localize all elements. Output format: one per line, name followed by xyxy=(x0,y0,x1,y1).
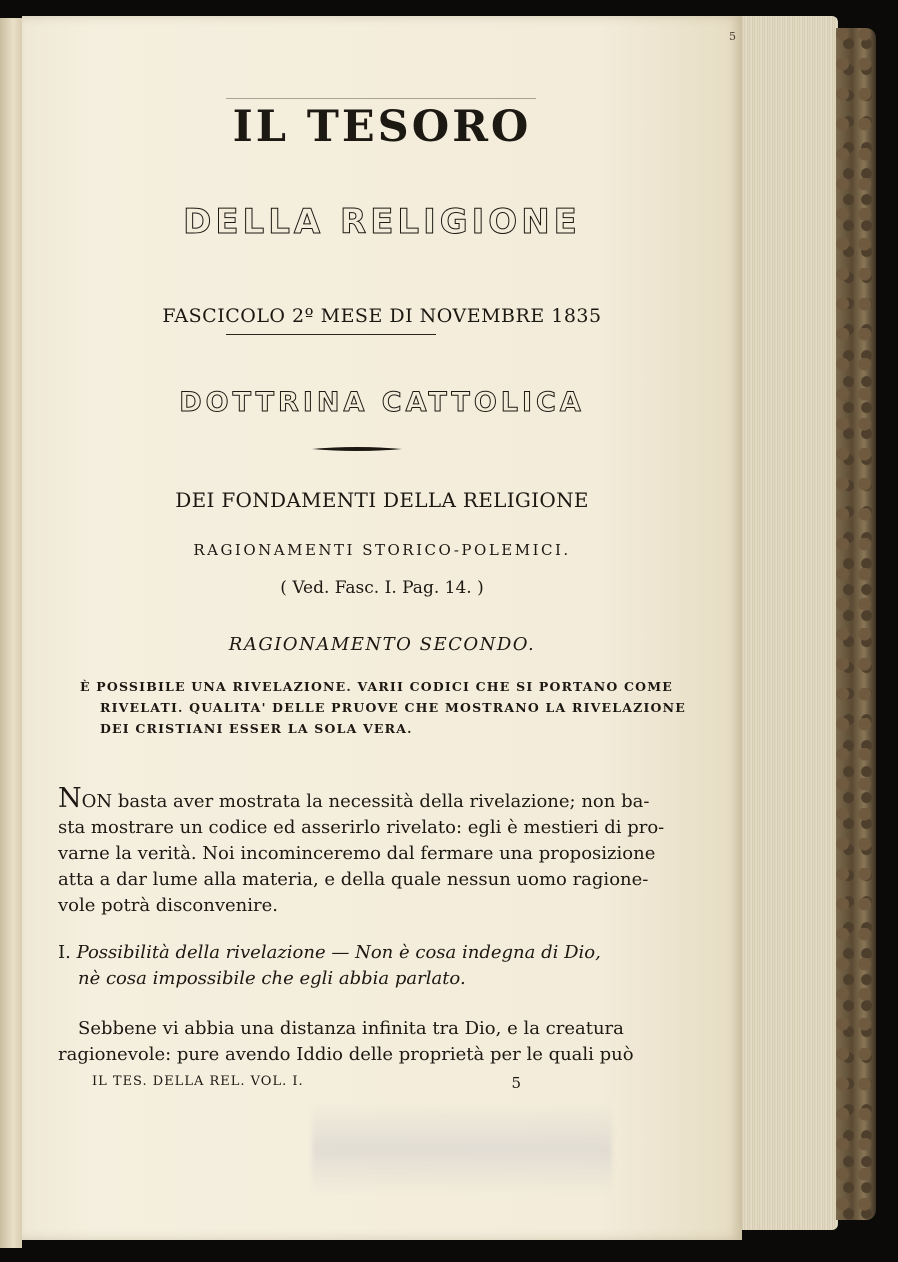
argument-line: È POSSIBILE UNA RIVELAZIONE. VARII CODICI CHE SI PORTANO COME xyxy=(80,679,673,694)
book-page xyxy=(22,16,742,1240)
book-fore-edge xyxy=(738,16,838,1230)
section-number: I. xyxy=(58,942,71,963)
paragraph-1 xyxy=(58,783,665,919)
text-line: Sebbene vi abbia una distanza infinita tra Dio, e la creatura xyxy=(78,1018,624,1039)
fascicolo-line: FASCICOLO 2º MESE DI NOVEMBRE 1835 xyxy=(162,305,602,327)
reference-note: ( Ved. Fasc. I. Pag. 14. ) xyxy=(280,578,484,598)
text-line: ragionevole: pure avendo Iddio delle proprietà per le quali può xyxy=(58,1044,634,1065)
argument-line: RIVELATI. QUALITA' DELLE PRUOVE CHE MOSTRANO LA RIVELAZIONE xyxy=(100,700,686,715)
drop-cap: N xyxy=(58,783,82,814)
divider-rule xyxy=(226,334,436,335)
text-line: nè cosa impossibile che egli abbia parlato. xyxy=(78,968,466,989)
section-heading: DOTTRINA CATTOLICA xyxy=(179,387,585,418)
faded-top-rule xyxy=(226,98,536,99)
ragionamenti-heading: RAGIONAMENTI STORICO-POLEMICI. xyxy=(193,541,571,559)
signature-mark: IL TES. DELLA REL. VOL. I. xyxy=(92,1074,304,1089)
paragraph-2 xyxy=(58,1016,634,1068)
section-1-heading xyxy=(58,940,602,992)
title-line-1: IL TESORO xyxy=(232,102,532,152)
page-footer xyxy=(92,1074,522,1092)
book-cover xyxy=(836,28,876,1220)
ragionamento-heading: RAGIONAMENTO SECONDO. xyxy=(228,634,536,655)
title-line-2: DELLA RELIGIONE xyxy=(183,202,581,242)
corner-page-number: 5 xyxy=(729,30,736,43)
text-line: varne la verità. Noi incominceremo dal fermare una proposizione xyxy=(58,843,656,864)
text-line: ON basta aver mostrata la necessità della rivelazione; non ba- xyxy=(81,791,650,812)
ornament-rule xyxy=(312,446,402,452)
text-line: sta mostrare un codice ed asserirlo rivelato: egli è mestieri di pro- xyxy=(58,817,665,838)
text-line: vole potrà disconvenire. xyxy=(58,895,278,916)
left-page-edge xyxy=(0,18,22,1248)
text-line: Possibilità della rivelazione — Non è cosa indegna di Dio, xyxy=(76,942,601,963)
library-stamp-smudge xyxy=(312,1104,612,1194)
argument-summary xyxy=(80,676,686,739)
text-line: atta a dar lume alla materia, e della quale nessun uomo ragione- xyxy=(58,869,649,890)
footer-page-number: 5 xyxy=(511,1074,522,1092)
argument-line: DEI CRISTIANI ESSER LA SOLA VERA. xyxy=(100,721,413,736)
subheading: DEI FONDAMENTI DELLA RELIGIONE xyxy=(175,488,589,512)
